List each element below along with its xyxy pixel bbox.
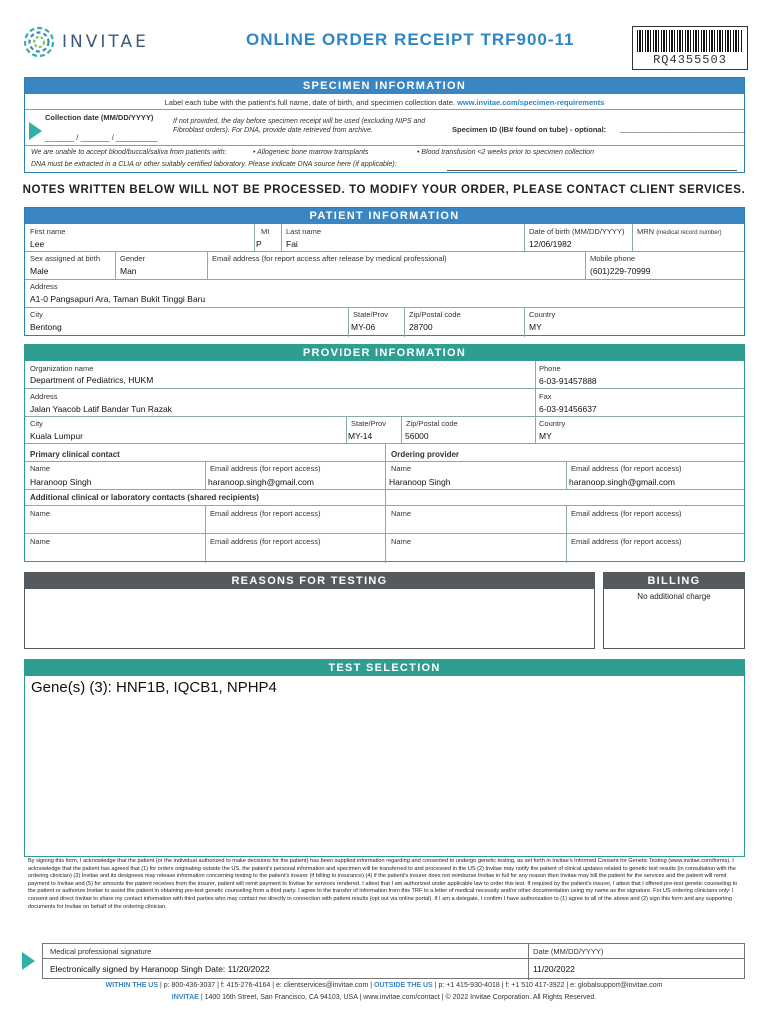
footer-contacts — [0, 982, 768, 989]
consent-text: By signing this form, I acknowledge that the patient (or the individual authorized to make decisions for the patient) has been supplied information regarding and consented to undergo genetic testing, as set forth in Invitae's Informed Consent for Genetic Testing (www.invitae.com/forms). I acknowledge that the patient has agreed that (1) for orders originating outside the US, the patient's personal information and specimen will be transferred to and processed in the US (2) Invitae may notify the patient of clinical updates related to genetic test results (in consultation with the ordering clinician) (3) Invitae and its designees may release information concerning testing to the patient's insurer (if billing to insurance) (4) if the patient's insurer does not reimburse Invitae in full for any reason then Invitae may bill the patient for the services and the patient will remit payment to Invitae and (5) for amounts the patient receives from the insurer, patient will remit payment to Invitae for services rendered. I attest that I am authorized under applicable law to order this test. If required by the patient's insurer, I attest that I offered pre-test genetic counseling to the patient or authorize Invitae to assist the patient in obtaining pre-test genetic counseling from a third party. I agree to the transfer of information from this TRF to a letter of medical necessity and/or other documentation using my name as the signature. For US ordering clinicians only: I consent and direct Invitae to share my contact information with third parties who may contact me directly in connection with patient results (opt out via online portal). If I am a delegate, I confirm I have authorization to (1) agree to all of the above and (2) sign this form and any supporting documents for Invitae on behalf of the ordering clinician. — [28, 858, 738, 910]
provider-address-value[interactable]: Jalan Yaacob Latif Bandar Tun Razak — [30, 404, 172, 414]
dna-note: DNA must be extracted in a CLIA or other suitably certified laboratory. Please indicate DNA source here (if applicable): — [31, 161, 397, 168]
provider-section — [24, 344, 745, 562]
outside-us-label: OUTSIDE THE US — [374, 982, 433, 989]
primary-contact-heading: Primary clinical contact — [30, 450, 120, 459]
ordering-provider-heading: Ordering provider — [391, 450, 460, 459]
sex-label: Sex assigned at birth — [30, 254, 101, 263]
collection-date-field[interactable]: _______ / _______ / __________ — [45, 133, 158, 142]
address-value[interactable]: A1-0 Pangsapuri Ara, Taman Bukit Tinggi Baru — [30, 294, 206, 304]
footer-address — [0, 994, 768, 1001]
fax-value[interactable]: 6-03-91456637 — [539, 404, 597, 414]
additional-email-label-4: Email address (for report access) — [571, 537, 682, 546]
provider-city-value[interactable]: Kuala Lumpur — [30, 431, 83, 441]
billing-section — [603, 572, 745, 649]
primary-name-value[interactable]: Haranoop Singh — [30, 477, 92, 487]
additional-name-label-2: Name — [391, 509, 412, 518]
dob-value[interactable]: 12/06/1982 — [529, 239, 572, 249]
address-label: Address — [30, 282, 58, 291]
signature-label: Medical professional signature — [50, 947, 152, 956]
provider-heading: PROVIDER INFORMATION — [25, 345, 744, 361]
zip-value[interactable]: 28700 — [409, 322, 433, 332]
signature-date-label: Date (MM/DD/YYYY) — [533, 947, 604, 956]
state-label: State/Prov — [353, 310, 389, 319]
specimen-heading: SPECIMEN INFORMATION — [25, 78, 744, 94]
test-selection-heading: TEST SELECTION — [25, 660, 744, 676]
billing-heading: BILLING — [604, 573, 744, 589]
mrn-label: MRN (medical record number) — [637, 227, 722, 236]
fax-label: Fax — [539, 392, 552, 401]
dna-source-field[interactable] — [447, 170, 737, 171]
unable-bullet-2: • Blood transfusion <2 weeks prior to specimen collection — [417, 149, 594, 156]
additional-contacts-heading: Additional clinical or laboratory contacts (shared recipients) — [30, 493, 259, 502]
reasons-section — [24, 572, 595, 649]
first-name-value[interactable]: Lee — [30, 239, 45, 249]
signature-date-value[interactable]: 11/20/2022 — [533, 964, 575, 974]
notes-banner: NOTES WRITTEN BELOW WILL NOT BE PROCESSED. TO MODIFY YOUR ORDER, PLEASE CONTACT CLIENT SERVICES. — [22, 184, 746, 196]
zip-label: Zip/Postal code — [409, 310, 461, 319]
additional-name-label-4: Name — [391, 537, 412, 546]
within-us-text: | p: 800-436-3037 | f: 415-276-4164 | e: clientservices@invitae.com | — [159, 982, 373, 989]
additional-name-label-1: Name — [30, 509, 51, 518]
provider-zip-value[interactable]: 56000 — [405, 431, 429, 441]
first-name-label: First name — [30, 227, 66, 236]
barcode — [632, 26, 748, 70]
specimen-id-label: Specimen ID (IB# found on tube) - optional: — [452, 125, 607, 134]
city-value[interactable]: Bentong — [30, 322, 62, 332]
specimen-section — [24, 77, 745, 173]
ordering-name-label: Name — [391, 464, 412, 473]
invitae-logo-icon — [22, 25, 56, 59]
sex-value[interactable]: Male — [30, 266, 49, 276]
footer-company: INVITAE — [171, 994, 199, 1001]
logo-text: INVITAE — [62, 32, 149, 52]
invitae-logo — [22, 24, 162, 60]
collection-date-label: Collection date (MM/DD/YYYY) — [45, 113, 154, 122]
country-value[interactable]: MY — [529, 322, 542, 332]
unable-bullet-1: • Allogeneic bone marrow transplants — [253, 149, 369, 156]
ordering-email-value[interactable]: haranoop.singh@gmail.com — [569, 477, 675, 487]
state-value[interactable]: MY-06 — [351, 322, 376, 332]
provider-country-value[interactable]: MY — [539, 431, 552, 441]
specimen-id-field[interactable]: ______________________________ — [620, 124, 746, 133]
patient-section — [24, 207, 745, 336]
gene-list: Gene(s) (3): HNF1B, IQCB1, NPHP4 — [31, 679, 277, 696]
patient-heading: PATIENT INFORMATION — [25, 208, 744, 224]
specimen-instruction — [25, 98, 744, 107]
provider-city-label: City — [30, 419, 43, 428]
org-label: Organization name — [30, 364, 94, 373]
phone-label: Phone — [539, 364, 561, 373]
provider-zip-label: Zip/Postal code — [406, 419, 458, 428]
mobile-label: Mobile phone — [590, 254, 636, 263]
gender-value[interactable]: Man — [120, 266, 137, 276]
org-value[interactable]: Department of Pediatrics, HUKM — [30, 375, 154, 385]
outside-us-text: | p: +1 415-930-4018 | f: +1 510 417-3922 | e: globalsupport@invitae.com — [434, 982, 663, 989]
gender-label: Gender — [120, 254, 146, 263]
dob-label: Date of birth (MM/DD/YYYY) — [529, 227, 625, 236]
footer-address-text: | 1400 16th Street, San Francisco, CA 94103, USA | www.invitae.com/contact | © 2022 Invitae Corporation. All Rights Reserved. — [200, 994, 597, 1001]
mi-value[interactable]: P — [256, 239, 262, 249]
arrow-marker-icon — [29, 122, 42, 140]
provider-state-label: State/Prov — [351, 419, 387, 428]
barcode-icon — [637, 30, 743, 52]
instruction-text: Label each tube with the patient's full name, date of birth, and specimen collection date. — [164, 98, 455, 107]
signature-value[interactable]: Electronically signed by Haranoop Singh Date: 11/20/2022 — [50, 964, 270, 974]
ordering-name-value[interactable]: Haranoop Singh — [389, 477, 451, 487]
barcode-number: RQ4355503 — [653, 53, 727, 67]
additional-name-label-3: Name — [30, 537, 51, 546]
provider-address-label: Address — [30, 392, 58, 401]
additional-email-label-3: Email address (for report access) — [210, 537, 321, 546]
collection-note: If not provided, the day before specimen receipt will be used (excluding NIPS and Fibroblast orders). For DNA, provide date retrieved from archive. — [173, 118, 426, 134]
additional-email-label-2: Email address (for report access) — [571, 509, 682, 518]
test-selection-section — [24, 659, 745, 857]
primary-email-value[interactable]: haranoop.singh@gmail.com — [208, 477, 314, 487]
unable-note: We are unable to accept blood/buccal/saliva from patients with: — [31, 149, 227, 156]
page-title: ONLINE ORDER RECEIPT TRF900-11 — [246, 30, 575, 49]
billing-value: No additional charge — [637, 592, 711, 601]
instruction-link[interactable]: www.invitae.com/specimen-requirements — [457, 98, 605, 107]
phone-value[interactable]: 6-03-91457888 — [539, 376, 597, 386]
city-label: City — [30, 310, 43, 319]
provider-state-value[interactable]: MY-14 — [348, 431, 373, 441]
country-label: Country — [529, 310, 556, 319]
primary-name-label: Name — [30, 464, 51, 473]
additional-email-label-1: Email address (for report access) — [210, 509, 321, 518]
primary-email-label: Email address (for report access) — [210, 464, 321, 473]
reasons-heading: REASONS FOR TESTING — [25, 573, 594, 589]
last-name-value[interactable]: Fai — [286, 239, 298, 249]
provider-country-label: Country — [539, 419, 566, 428]
ordering-email-label: Email address (for report access) — [571, 464, 682, 473]
signature-section — [42, 943, 745, 979]
patient-email-label: Email address (for report access after release by medical professional) — [212, 254, 447, 263]
mobile-value[interactable]: (601)229-70999 — [590, 266, 651, 276]
mi-label: MI — [261, 227, 270, 236]
arrow-marker-icon — [22, 952, 35, 970]
within-us-label: WITHIN THE US — [105, 982, 159, 989]
last-name-label: Last name — [286, 227, 322, 236]
